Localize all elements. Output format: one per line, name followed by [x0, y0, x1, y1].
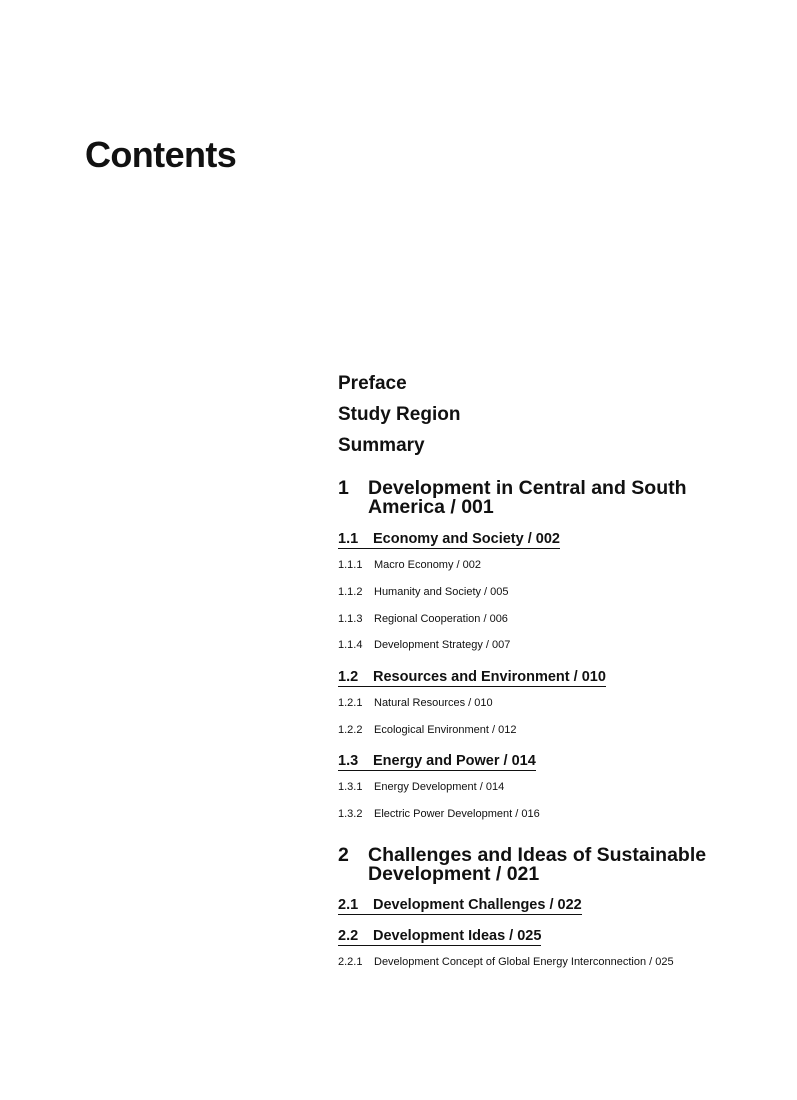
section-number: 2.2: [338, 928, 359, 944]
section-title: Development Ideas / 025: [373, 928, 542, 944]
toc-front-summary[interactable]: Summary: [338, 435, 425, 456]
subsection-title: Electric Power Development / 016: [374, 808, 540, 820]
subsection-title: Regional Cooperation / 006: [374, 613, 508, 625]
toc-subsection-1-1-4[interactable]: [338, 638, 510, 652]
section-number: 2.1: [338, 897, 359, 913]
subsection-title: Energy Development / 014: [374, 781, 505, 793]
toc-subsection-1-3-2[interactable]: [338, 807, 540, 821]
toc-subsection-1-1-3[interactable]: [338, 612, 508, 626]
toc-front-preface[interactable]: Preface: [338, 373, 407, 394]
toc-subsection-1-3-1[interactable]: [338, 780, 504, 794]
section-title: Development Challenges / 022: [373, 897, 582, 913]
section-number: 1.2: [338, 669, 359, 685]
page-title: Contents: [85, 134, 237, 175]
toc-subsection-1-2-1[interactable]: [338, 696, 493, 710]
subsection-title: Development Strategy / 007: [374, 639, 511, 651]
toc-subsection-1-1-1[interactable]: [338, 558, 481, 572]
section-title: Energy and Power / 014: [373, 753, 536, 769]
subsection-number: 2.2.1: [338, 956, 363, 968]
toc-section-1-3[interactable]: [338, 752, 536, 771]
chapter-title: Challenges and Ideas of Sustainable Development / 021: [368, 844, 707, 885]
toc-chapter-2[interactable]: [338, 846, 728, 884]
subsection-title: Ecological Environment / 012: [374, 724, 517, 736]
subsection-title: Natural Resources / 010: [374, 697, 493, 709]
subsection-number: 1.1.1: [338, 559, 363, 571]
toc-chapter-1[interactable]: [338, 479, 728, 517]
section-title: Economy and Society / 002: [373, 531, 560, 547]
subsection-number: 1.1.2: [338, 586, 363, 598]
toc-front-study-region[interactable]: Study Region: [338, 404, 461, 425]
toc-subsection-1-2-2[interactable]: [338, 723, 516, 737]
section-title: Resources and Environment / 010: [373, 669, 606, 685]
subsection-number: 1.1.3: [338, 613, 363, 625]
subsection-number: 1.2.1: [338, 697, 363, 709]
subsection-number: 1.3.1: [338, 781, 363, 793]
subsection-number: 1.1.4: [338, 639, 363, 651]
subsection-number: 1.3.2: [338, 808, 363, 820]
chapter-number: 2: [338, 844, 349, 866]
subsection-title: Humanity and Society / 005: [374, 586, 509, 598]
subsection-title: Development Concept of Global Energy Interconnection / 025: [374, 956, 674, 968]
chapter-number: 1: [338, 477, 349, 499]
toc-subsection-1-1-2[interactable]: [338, 585, 509, 599]
subsection-number: 1.2.2: [338, 724, 363, 736]
chapter-title: Development in Central and South America / 001: [368, 477, 687, 518]
toc-section-1-2[interactable]: [338, 668, 606, 687]
toc-section-1-1[interactable]: [338, 530, 560, 549]
subsection-title: Macro Economy / 002: [374, 559, 481, 571]
toc-section-2-2[interactable]: [338, 927, 541, 946]
section-number: 1.3: [338, 753, 359, 769]
toc-section-2-1[interactable]: [338, 896, 582, 915]
section-number: 1.1: [338, 531, 359, 547]
toc-subsection-2-2-1[interactable]: [338, 955, 674, 969]
